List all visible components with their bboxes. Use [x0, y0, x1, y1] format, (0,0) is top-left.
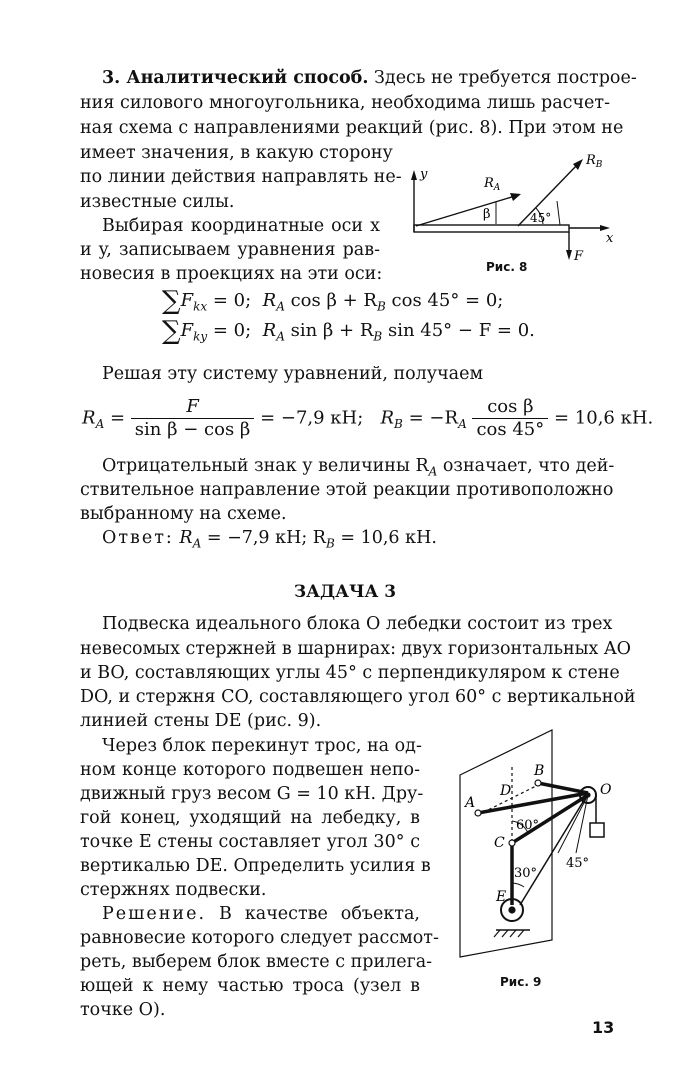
beam: [414, 225, 569, 232]
para-line: ния силового многоугольника, необходима лишь расчет-: [80, 93, 610, 113]
fig8-beta-label: β: [483, 207, 491, 222]
fig8-ra-label: $R_A$: [484, 176, 501, 193]
answer-line: Ответ: $R_A = -7,9$ кН; $R_B = 10,6$ кН.: [102, 528, 437, 551]
task-title: ЗАДАЧА 3: [293, 582, 397, 602]
label-b: B: [534, 763, 545, 779]
para-line: имеет значения, в какую сторону: [80, 143, 393, 163]
para-line: гой конец, уходящий на лебедку, в: [80, 808, 420, 828]
para-line: [102, 66, 637, 90]
para-line: точке E стены составляет угол 30° с: [80, 832, 420, 852]
label-c: C: [494, 835, 505, 851]
fig8-y-label: y: [420, 167, 428, 182]
figure-9: [440, 725, 640, 965]
weight: [590, 823, 604, 837]
fig8-rb-label: $R_B$: [586, 153, 603, 170]
para-line: Решение. В качестве объекта,: [102, 904, 420, 924]
rod-ao: [478, 793, 588, 813]
para-line: невесомых стержней в шарнирах: двух горизонтальных AO: [80, 639, 631, 659]
text: Здесь не требуется построе-: [374, 68, 637, 88]
label-30: 30°: [514, 866, 538, 881]
label-45: 45°: [566, 856, 590, 871]
equation-1: $\sum F_{kx} = 0$; $R_A$ $\cos \beta + R_B$ cos 45° = 0;: [162, 286, 504, 316]
equation-2: $\sum F_{ky} = 0$; $R_A$ $\sin \beta + R_B$ sin 45° − F = 0.: [162, 316, 535, 346]
para-line: и y, записываем уравнения рав-: [80, 240, 380, 260]
label-d: D: [500, 783, 512, 799]
para-line: выбранному на схеме.: [80, 504, 287, 524]
para-line: новесия в проекциях на эти оси:: [80, 264, 383, 284]
para-line: и BO, составляющих углы 45° с перпендикуляром к стене: [80, 663, 620, 683]
figure-8-caption: Рис. 8: [486, 260, 528, 274]
ra-vector: [416, 196, 515, 226]
page-number: 13: [592, 1018, 615, 1037]
para-line: вертикалью DE. Определить усилия в: [80, 856, 431, 876]
para-line: известные силы.: [80, 192, 235, 212]
para-line: ющей к нему частью троса (узел в: [80, 976, 420, 996]
para-line: ствительное направление этой реакции противоположно: [80, 480, 614, 500]
para-line: по линии действия направлять не-: [80, 167, 402, 187]
para-line: ном конце которого подвешен непо-: [80, 760, 420, 780]
para-line: реть, выберем блок вместе с прилега-: [80, 952, 433, 972]
figure-9-caption: Рис. 9: [500, 975, 542, 989]
para-line: стержнях подвески.: [80, 880, 267, 900]
label-60: 60°: [516, 818, 540, 833]
para-line: движный груз весом G = 10 кН. Дру-: [80, 784, 424, 804]
para-line: Через блок перекинут трос, на од-: [102, 736, 422, 756]
label-e: E: [496, 889, 507, 905]
para-line: линией стены DE (рис. 9).: [80, 711, 322, 731]
section-heading: 3. Аналитический способ.: [102, 68, 369, 88]
para-line: Подвеска идеального блока O лебедки состоит из трех: [102, 614, 613, 634]
para-line: ная схема с направлениями реакций (рис. 8). При этом не: [80, 118, 624, 138]
para-line: DO, и стержня CO, составляющего угол 60° с вертикальной: [80, 687, 636, 707]
para-line: Решая эту систему уравнений, получаем: [102, 364, 484, 384]
para-line: Отрицательный знак у величины $R_A$ означает, что дей-: [102, 456, 615, 479]
result-formula: $R_A$ = $\frac{F}{\text{sin β − cos β}}$ = −7,9 кН; $R_B = -R_A$ $\frac{\text{cos β}}{\cos 45^\circ}$ = 10,6 кН.: [82, 396, 654, 440]
fig8-f-label: F: [574, 249, 584, 264]
para-line: Выбирая координатные оси x: [102, 216, 380, 236]
label-o: O: [600, 782, 612, 798]
label-a: A: [465, 795, 476, 811]
para-line: точке O).: [80, 1000, 166, 1020]
fig8-x-label: x: [606, 231, 614, 246]
para-line: равновесие которого следует рассмот-: [80, 928, 439, 948]
fig8-angle-label: 45°: [530, 211, 552, 225]
